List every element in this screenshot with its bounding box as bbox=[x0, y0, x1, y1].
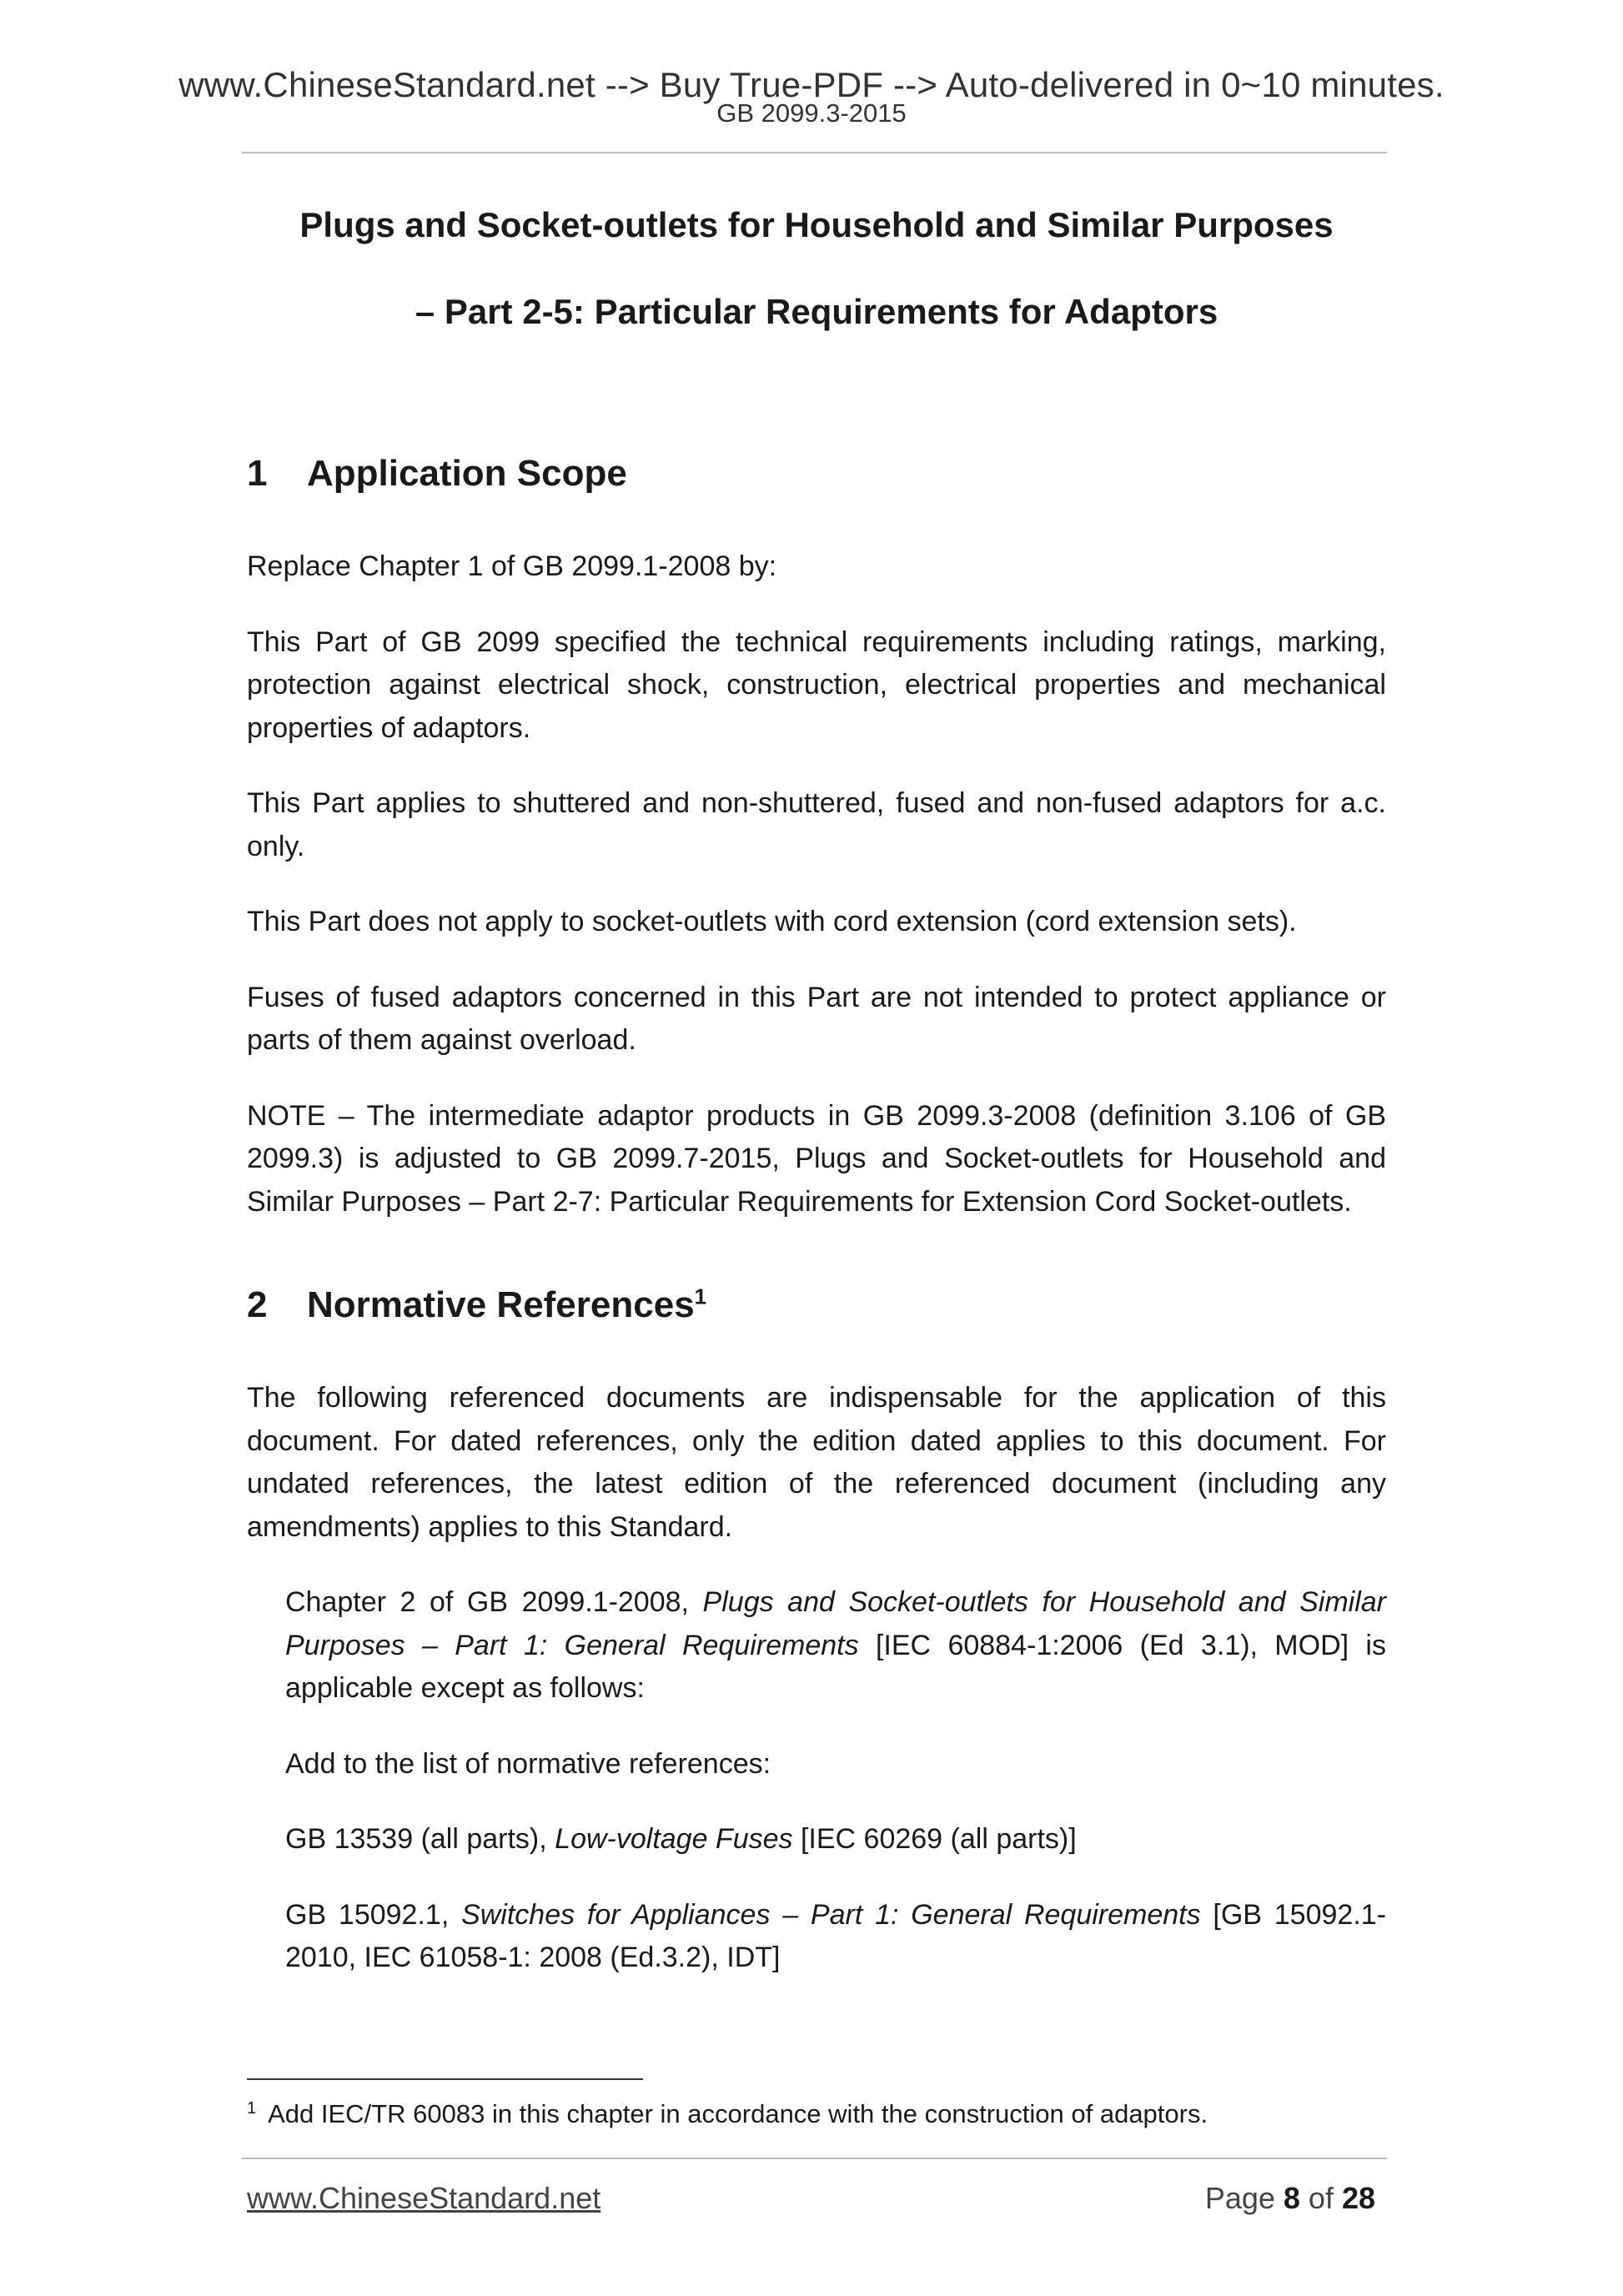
standard-code: GB 2099.3-2015 bbox=[716, 98, 907, 128]
section-1-title: Application Scope bbox=[307, 453, 627, 494]
footer-website-link[interactable]: www.ChineseStandard.net bbox=[247, 2181, 601, 2215]
section-2-title bbox=[307, 1284, 706, 1327]
reference-gb15092 bbox=[285, 1894, 1386, 1980]
reference-title: Switches for Appliances – Part 1: General Requirements bbox=[461, 1898, 1201, 1931]
footnote-divider bbox=[247, 2078, 643, 2080]
section-2-number: 2 bbox=[247, 1284, 268, 1325]
header-divider bbox=[242, 152, 1387, 153]
section-2-title-text: Normative References bbox=[307, 1284, 695, 1325]
reference-prefix: Chapter 2 of GB 2099.1-2008, bbox=[285, 1586, 703, 1618]
page-total: 28 bbox=[1341, 2181, 1375, 2215]
add-references-line: Add to the list of normative references: bbox=[285, 1747, 771, 1780]
section-1-paragraph: This Part applies to shuttered and non-shuttered, fused and non-fused adaptors for a.c. only. bbox=[247, 787, 1386, 862]
footnote-mark: 1 bbox=[247, 2098, 257, 2118]
reference-suffix: [GB 15092.1-2010, IEC 61058-1: 2008 (Ed.3.2), IDT] bbox=[285, 1898, 1386, 1973]
section-1-paragraph: Replace Chapter 1 of GB 2099.1-2008 by: bbox=[247, 550, 777, 582]
reference-chapter-2 bbox=[285, 1581, 1386, 1711]
header-banner: www.ChineseStandard.net --> Buy True-PDF --> Auto-delivered in 0~10 minutes. bbox=[178, 65, 1445, 104]
section-1-paragraph: Fuses of fused adaptors concerned in this Part are not intended to protect appliance or parts of them against overload. bbox=[247, 981, 1386, 1056]
page-number bbox=[1205, 2181, 1375, 2216]
reference-prefix: GB 13539 (all parts), bbox=[285, 1823, 555, 1855]
reference-suffix: [IEC 60884-1:2006 (Ed 3.1), MOD] is applicable except as follows: bbox=[285, 1629, 1386, 1704]
reference-title: Low-voltage Fuses bbox=[555, 1823, 793, 1855]
section-1-paragraph: This Part does not apply to socket-outlets with cord extension (cord extension sets). bbox=[247, 906, 1297, 937]
section-1-number: 1 bbox=[247, 453, 268, 494]
section-1-heading bbox=[247, 452, 1386, 495]
footnote-reference[interactable]: 1 bbox=[694, 1284, 707, 1309]
page-prefix: Page bbox=[1204, 2181, 1284, 2215]
reference-gb13539 bbox=[285, 1818, 1386, 1861]
document-title-line-2: – Part 2-5: Particular Requirements for Adaptors bbox=[415, 292, 1219, 331]
section-2-heading bbox=[247, 1284, 1386, 1327]
page-current: 8 bbox=[1283, 2181, 1300, 2215]
footer-divider bbox=[242, 2158, 1387, 2159]
section-1-note: NOTE – The intermediate adaptor products in GB 2099.3-2008 (definition 3.106 of GB 2099.3) is adjusted to GB 2099.7-2015, Plugs and Socket-outlets for Household and Similar Purposes – Part 2-7: Particular Requirements for Extension Cord Socket-outlets. bbox=[247, 1099, 1386, 1218]
page-body bbox=[247, 193, 1386, 1980]
section-2-intro: The following referenced documents are indispensable for the application of this document. For dated references, only the edition dated applies to this document. For undated references, the latest edition of the referenced document (including any amendments) applies to this Standard. bbox=[247, 1382, 1386, 1543]
page-of: of bbox=[1299, 2181, 1342, 2215]
reference-title: Plugs and Socket-outlets for Household and Similar Purposes – Part 1: General Requirements bbox=[285, 1586, 1386, 1661]
footnote-text: Add IEC/TR 60083 in this chapter in accordance with the construction of adaptors. bbox=[268, 2099, 1208, 2128]
footnote bbox=[247, 2098, 1386, 2131]
section-1-paragraph: This Part of GB 2099 specified the technical requirements including ratings, marking, protection against electrical shock, construction, electrical properties and mechanical properties of adaptors. bbox=[247, 625, 1386, 744]
reference-prefix: GB 15092.1, bbox=[285, 1898, 462, 1931]
document-title-line-1: Plugs and Socket-outlets for Household and Similar Purposes bbox=[299, 205, 1334, 244]
reference-suffix: [IEC 60269 (all parts)] bbox=[792, 1823, 1077, 1855]
